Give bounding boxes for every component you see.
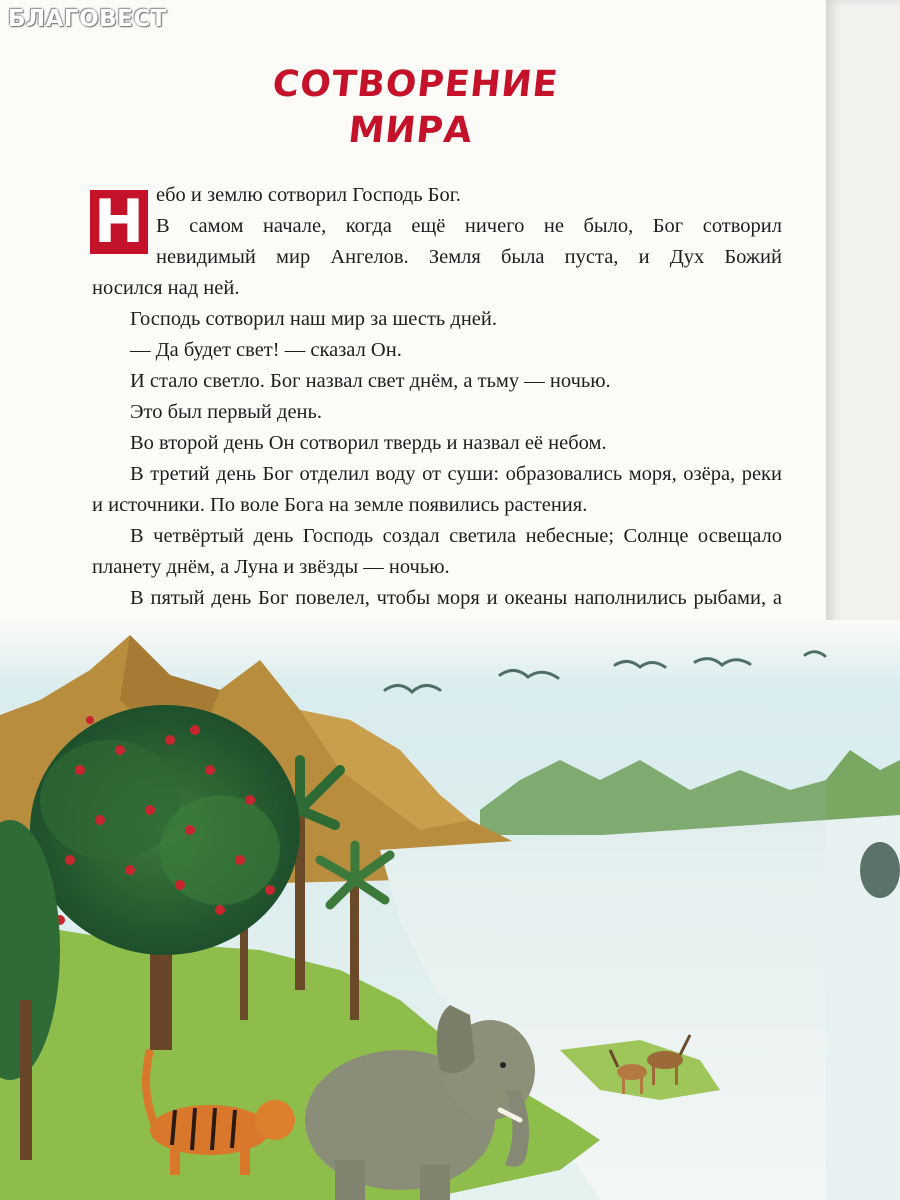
paragraph: В третий день Бог отделил воду от суши: образовались моря, озёра, реки и источники. По воле Бога на земле появились растения.: [92, 463, 782, 516]
title-line-2: МИРА: [346, 110, 475, 151]
drop-cap-letter: Н: [90, 190, 148, 254]
paragraph: И стало светло. Бог назвал свет днём, а тьму — ночью.: [130, 370, 611, 392]
paragraph: Это был первый день.: [130, 401, 322, 423]
paragraph: В четвёртый день Господь создал светила небесные; Солнце освещало планету днём, а Луна и звёзды — ночью.: [92, 525, 782, 578]
page-title: [0, 62, 826, 154]
watermark-logo: БЛАГОВЕСТ: [8, 6, 167, 32]
paragraph: — Да будет свет! — сказал Он.: [130, 339, 402, 361]
island-rock: [860, 842, 900, 898]
left-trunk: [20, 1000, 32, 1160]
creation-illustration: [0, 620, 900, 1200]
paragraph: Господь сотворил наш мир за шесть дней.: [130, 308, 497, 330]
story-text: [92, 180, 782, 676]
paragraph-line: носился над ней.: [92, 277, 240, 299]
title-line-1: СОТВОРЕНИЕ: [270, 64, 561, 105]
paragraph: В пятый день Бог повелел, чтобы моря и океаны наполнились рыбами, а: [130, 587, 782, 609]
paragraph-line: В самом начале, когда ещё ничего не было, Бог сотворил: [156, 215, 782, 237]
paragraph-line: невидимый мир Ангелов. Земля была пуста, и Дух Божий: [156, 246, 782, 268]
paragraph-opening: ебо и землю сотворил Господь Бог.: [156, 184, 461, 206]
paragraph: Во второй день Он сотворил твердь и назвал её небом.: [130, 432, 607, 454]
